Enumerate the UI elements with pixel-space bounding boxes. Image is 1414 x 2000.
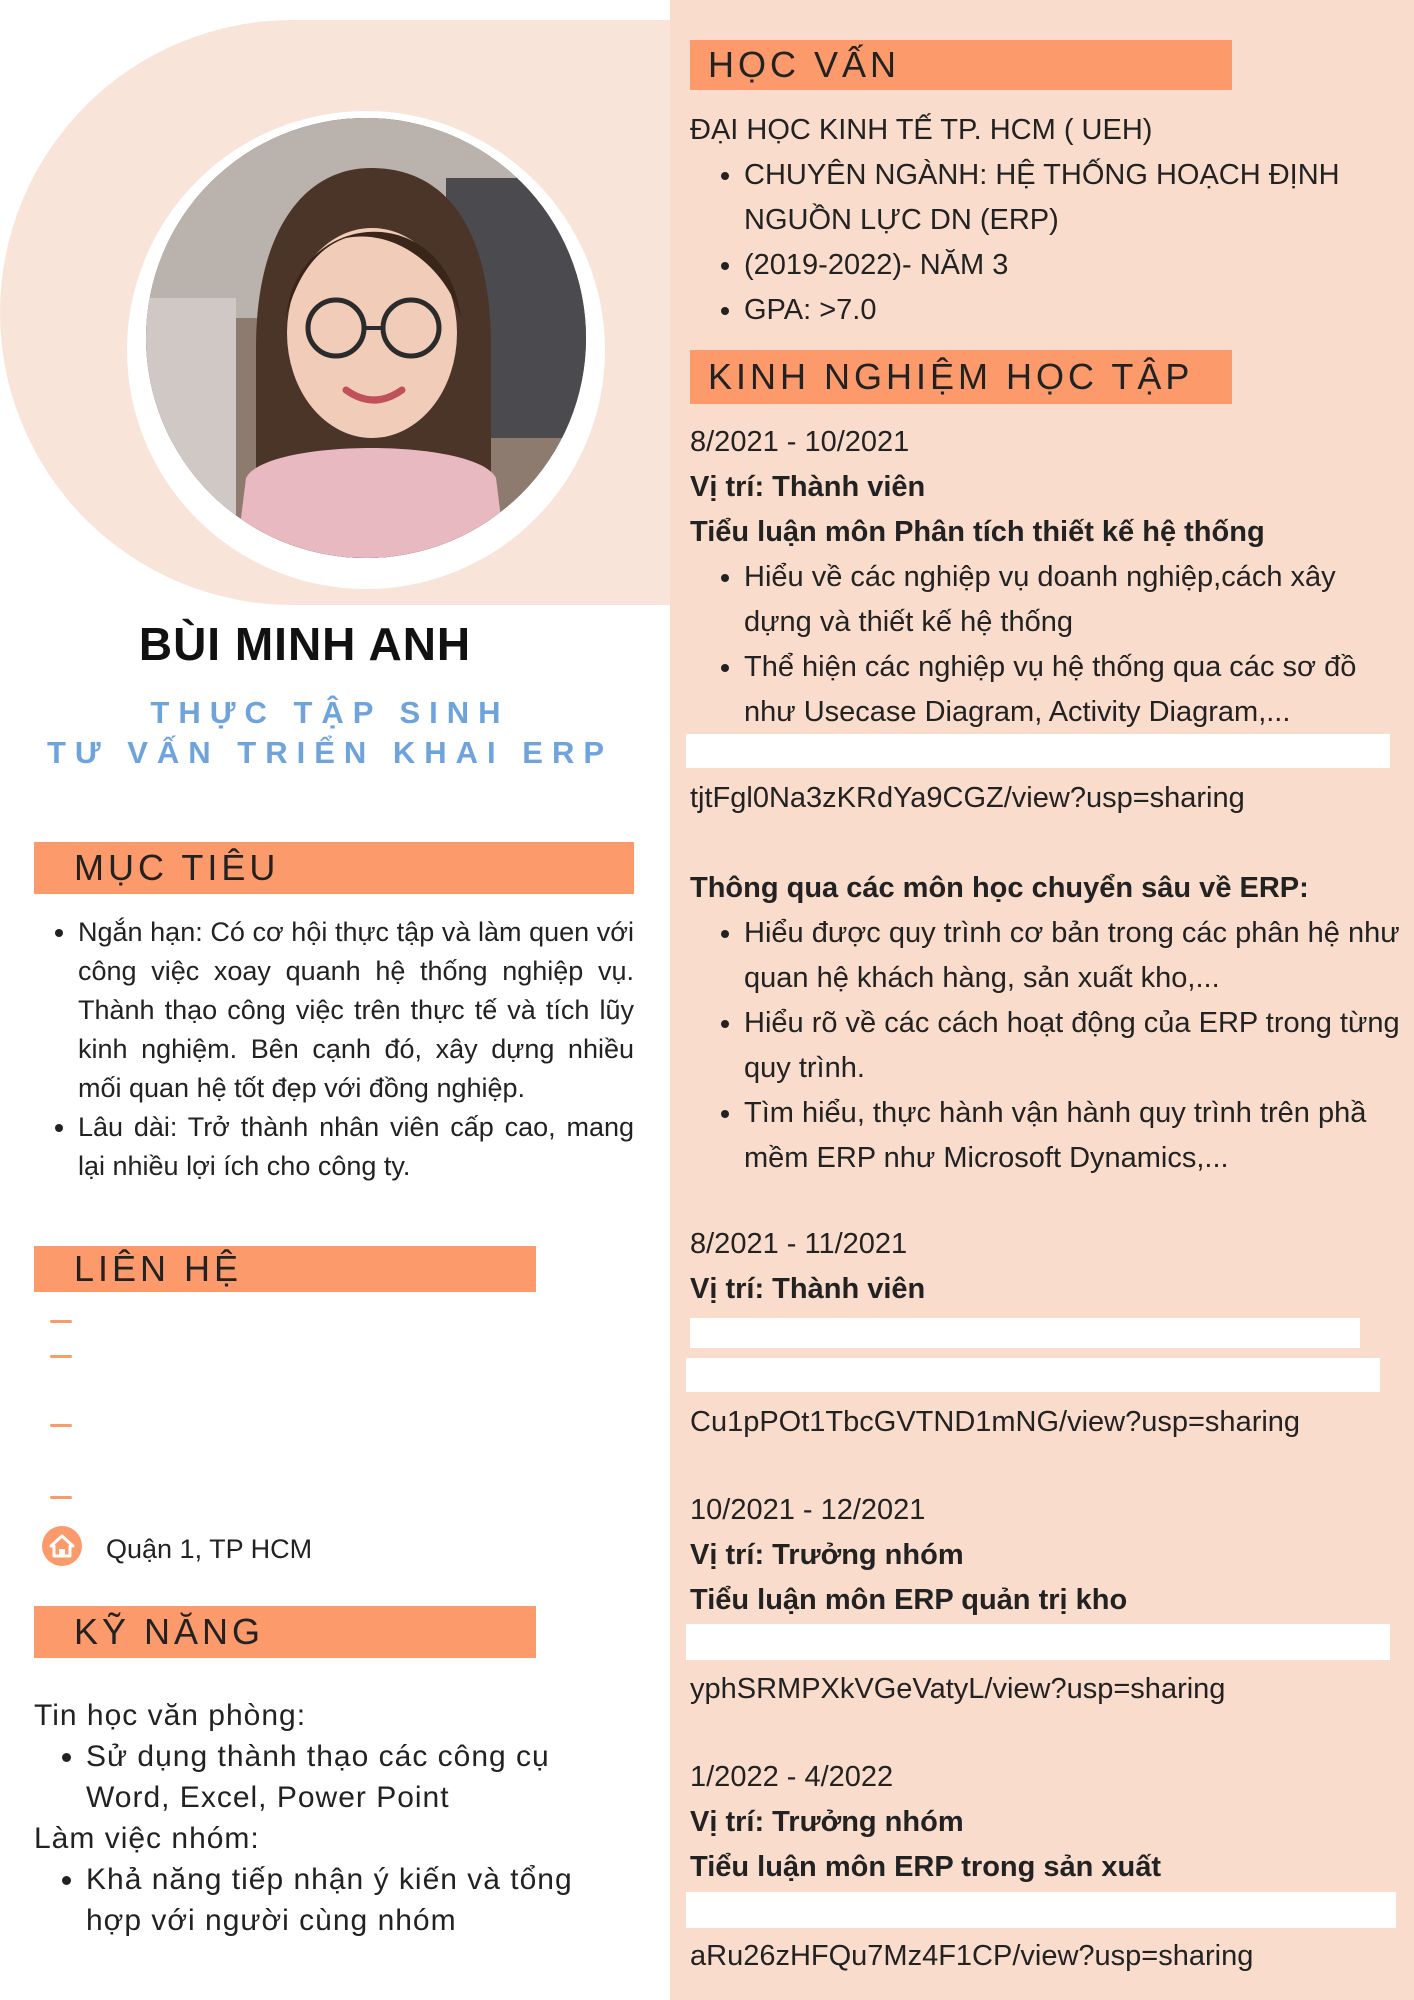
experience-entry-2: [690, 1222, 1404, 1312]
candidate-name: BÙI MINH ANH: [138, 618, 472, 670]
profile-photo: [146, 118, 586, 558]
objective-item: • Lâu dài: Trở thành nhân viên cấp cao, mang lại nhiều lợi ích cho công ty.: [78, 1108, 634, 1186]
contact-heading: LIÊN HỆ: [34, 1246, 536, 1292]
education-item: • (2019-2022)- NĂM 3: [744, 243, 1380, 288]
entry-project: Tiểu luận môn ERP trong sản xuất: [690, 1851, 1162, 1883]
education-section: [690, 108, 1380, 333]
education-school: ĐẠI HỌC KINH TẾ TP. HCM ( UEH): [690, 114, 1153, 146]
skills-group-title: Tin học văn phòng:: [34, 1699, 307, 1732]
contact-marker: [50, 1424, 72, 1427]
job-title-line1: THỰC TẬP SINH: [150, 695, 510, 730]
courses-item: • Hiểu được quy trình cơ bản trong các phân hệ như quan hệ khách hàng, sản xuất kho,...: [744, 911, 1404, 1001]
objective-heading: MỤC TIÊU: [34, 842, 634, 894]
courses-item: • Hiểu rõ về các cách hoạt động của ERP trong từng quy trình.: [744, 1001, 1404, 1091]
redacted-link: [686, 1624, 1390, 1660]
courses-item: • Tìm hiểu, thực hành vận hành quy trình trên phầ mềm ERP như Microsoft Dynamics,...: [744, 1091, 1404, 1181]
objective-list: [34, 913, 634, 1186]
experience-entry-1: [690, 420, 1404, 735]
redacted-link: [686, 1892, 1396, 1928]
entry-item: • Thể hiện các nghiệp vụ hệ thống qua các sơ đồ như Usecase Diagram, Activity Diagram,...: [744, 645, 1404, 735]
entry-link[interactable]: Cu1pPOt1TbcGVTND1mNG/view?usp=sharing: [690, 1406, 1301, 1438]
skills-heading: KỸ NĂNG: [34, 1606, 536, 1658]
experience-entry-3: [690, 1488, 1404, 1623]
skills-section: [34, 1695, 634, 1941]
entry-project: Tiểu luận môn Phân tích thiết kế hệ thống: [690, 516, 1265, 548]
entry-project: Tiểu luận môn ERP quản trị kho: [690, 1584, 1128, 1616]
entry-position: Vị trí: Trưởng nhóm: [690, 1806, 964, 1838]
education-item: • GPA: >7.0: [744, 288, 1380, 333]
entry-link[interactable]: aRu26zHFQu7Mz4F1CP/view?usp=sharing: [690, 1940, 1254, 1972]
experience-entry-4: [690, 1755, 1404, 1890]
courses-title: Thông qua các môn học chuyển sâu về ERP:: [690, 872, 1309, 904]
experience-heading: KINH NGHIỆM HỌC TẬP: [690, 350, 1232, 404]
redacted-project: [690, 1318, 1360, 1348]
house-icon: [42, 1526, 82, 1566]
entry-link[interactable]: yphSRMPXkVGeVatyL/view?usp=sharing: [690, 1673, 1226, 1705]
entry-date: 10/2021 - 12/2021: [690, 1494, 926, 1526]
entry-date: 8/2021 - 11/2021: [690, 1228, 908, 1260]
entry-position: Vị trí: Thành viên: [690, 471, 926, 503]
education-item: • CHUYÊN NGÀNH: HỆ THỐNG HOẠCH ĐỊNH NGUỒN LỰC DN (ERP): [744, 153, 1380, 243]
contact-marker: [50, 1320, 72, 1323]
skills-item: • Khả năng tiếp nhận ý kiến và tổng hợp với người cùng nhóm: [86, 1859, 634, 1941]
education-heading: HỌC VẤN: [690, 40, 1232, 90]
entry-position: Vị trí: Trưởng nhóm: [690, 1539, 964, 1571]
courses-section: [690, 866, 1404, 1181]
profile-photo-illustration: [146, 118, 586, 558]
skills-group-title: Làm việc nhóm:: [34, 1822, 260, 1855]
entry-date: 8/2021 - 10/2021: [690, 426, 910, 458]
contact-address: Quận 1, TP HCM: [106, 1534, 313, 1564]
redacted-link: [686, 1358, 1380, 1392]
contact-marker: [50, 1496, 72, 1499]
entry-position: Vị trí: Thành viên: [690, 1273, 926, 1305]
entry-item: • Hiểu về các nghiệp vụ doanh nghiệp,cách xây dựng và thiết kế hệ thống: [744, 555, 1404, 645]
redacted-link: [686, 734, 1390, 768]
entry-date: 1/2022 - 4/2022: [690, 1761, 894, 1793]
objective-item: • Ngắn hạn: Có cơ hội thực tập và làm quen với công việc xoay quanh hệ thống nghiệp vụ. Thành thạo công việc trên thực tế và tích lũy kinh nghiệm. Bên cạnh đó, xây dựng nhiều mối quan hệ tốt đẹp với đồng nghiệp.: [78, 913, 634, 1108]
job-title-line2: TƯ VẤN TRIỂN KHAI ERP: [46, 735, 614, 770]
skills-item: • Sử dụng thành thạo các công cụ Word, Excel, Power Point: [86, 1736, 634, 1818]
entry-link[interactable]: tjtFgl0Na3zKRdYa9CGZ/view?usp=sharing: [690, 782, 1245, 814]
contact-marker: [50, 1355, 72, 1358]
